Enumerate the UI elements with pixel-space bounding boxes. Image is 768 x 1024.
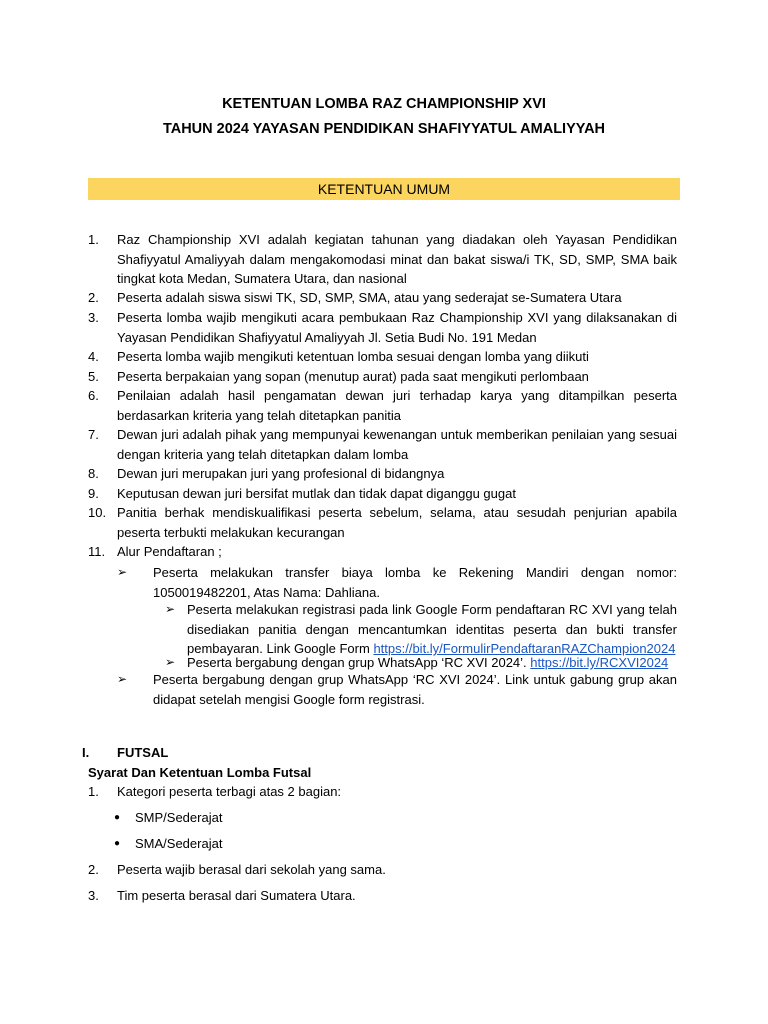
registration-step-text: Peserta bergabung dengan grup WhatsApp ‘RC XVI 2024’. Link untuk gabung grup akan didapat setelah mengisi Google form registrasi.	[153, 672, 677, 707]
category-item: SMA/Sederajat	[135, 836, 223, 851]
futsal-item-text: Tim peserta berasal dari Sumatera Utara.	[117, 888, 356, 903]
arrow-bullet-icon: ➢	[165, 655, 176, 669]
futsal-subheading: Syarat Dan Ketentuan Lomba Futsal	[88, 765, 312, 780]
futsal-item-number: 3.	[88, 888, 99, 903]
rule-text: Peserta berpakaian yang sopan (menutup aurat) pada saat mengikuti perlombaan	[117, 369, 589, 384]
rule-text: Dewan juri merupakan juri yang profesional di bidangnya	[117, 466, 445, 481]
rule-text: Raz Championship XVI adalah kegiatan tahunan yang diadakan oleh Yayasan Pendidikan Shafiyyatul Amaliyyah dalam mengakomodasi minat dan bakat siswa/i TK, SD, SMP, SMA baik tingkat kota Medan, Sumatera Utara, dan nasional	[117, 232, 677, 286]
registration-form-instruction: Peserta melakukan registrasi pada link Google Form pendaftaran RC XVI yang telah disediakan panitia dengan mencantumkan identitas peserta dan bukti transfer pembayaran. Link Google Form	[187, 602, 677, 656]
rule-number: 7.	[88, 427, 99, 442]
rule-number: 9.	[88, 486, 99, 501]
bullet-dot-icon: ●	[114, 838, 121, 849]
category-item: SMP/Sederajat	[135, 810, 223, 825]
rule-number: 6.	[88, 388, 99, 403]
rule-text: Alur Pendaftaran ;	[117, 544, 222, 559]
whatsapp-group-link[interactable]: https://bit.ly/RCXVI2024	[530, 655, 669, 670]
rule-number: 4.	[88, 349, 99, 364]
futsal-item-number: 2.	[88, 862, 99, 877]
rule-text: Dewan juri adalah pihak yang mempunyai kewenangan untuk memberikan penilaian yang sesuai dengan kriteria yang telah ditetapkan dalam lomba	[117, 427, 677, 462]
section-roman-numeral: I.	[82, 745, 90, 760]
futsal-item-number: 1.	[88, 784, 99, 799]
rule-number: 11.	[88, 544, 106, 559]
document-title-line2: TAHUN 2024 YAYASAN PENDIDIKAN SHAFIYYATUL AMALIYYAH	[162, 121, 606, 137]
rule-text: Penilaian adalah hasil pengamatan dewan juri terhadap karya yang ditampilkan peserta berdasarkan kriteria yang telah ditetapkan panitia	[117, 388, 677, 423]
registration-whatsapp-instruction: Peserta bergabung dengan grup WhatsApp ‘RC XVI 2024’.	[187, 655, 531, 670]
arrow-bullet-icon: ➢	[165, 602, 176, 616]
rule-text: Peserta lomba wajib mengikuti ketentuan lomba sesuai dengan lomba yang diikuti	[117, 349, 589, 364]
futsal-item-text: Peserta wajib berasal dari sekolah yang sama.	[117, 862, 386, 877]
document-title-line1: KETENTUAN LOMBA RAZ CHAMPIONSHIP XVI	[222, 96, 546, 112]
rule-number: 1.	[88, 232, 99, 247]
rule-number: 8.	[88, 466, 99, 481]
rule-number: 3.	[88, 310, 99, 325]
section-heading-futsal: FUTSAL	[117, 745, 169, 760]
rule-number: 5.	[88, 369, 99, 384]
futsal-item-text: Kategori peserta terbagi atas 2 bagian:	[117, 784, 342, 799]
rule-text: Panitia berhak mendiskualifikasi peserta sebelum, selama, atau sesudah penjurian apabila peserta terbukti melakukan kecurangan	[117, 505, 677, 540]
arrow-bullet-icon: ➢	[117, 565, 128, 579]
rule-number: 10.	[88, 505, 107, 520]
rule-text: Keputusan dewan juri bersifat mutlak dan tidak dapat diganggu gugat	[117, 486, 516, 501]
arrow-bullet-icon: ➢	[117, 672, 128, 686]
bullet-dot-icon: ●	[114, 812, 121, 823]
section-banner-ketentuan-umum: KETENTUAN UMUM	[88, 178, 680, 200]
registration-step-text	[187, 600, 677, 659]
rule-text: Peserta adalah siswa siswi TK, SD, SMP, SMA, atau yang sederajat se-Sumatera Utara	[117, 290, 622, 305]
rule-text: Peserta lomba wajib mengikuti acara pembukaan Raz Championship XVI yang dilaksanakan di Yayasan Pendidikan Shafiyyatul Amaliyyah Jl. Setia Budi No. 191 Medan	[117, 310, 677, 345]
registration-step-text: Peserta melakukan transfer biaya lomba ke Rekening Mandiri dengan nomor: 1050019482201, Atas Nama: Dahliana.	[153, 565, 677, 600]
rule-number: 2.	[88, 290, 99, 305]
google-form-link[interactable]: https://bit.ly/FormulirPendaftaranRAZChampion2024	[373, 641, 676, 656]
